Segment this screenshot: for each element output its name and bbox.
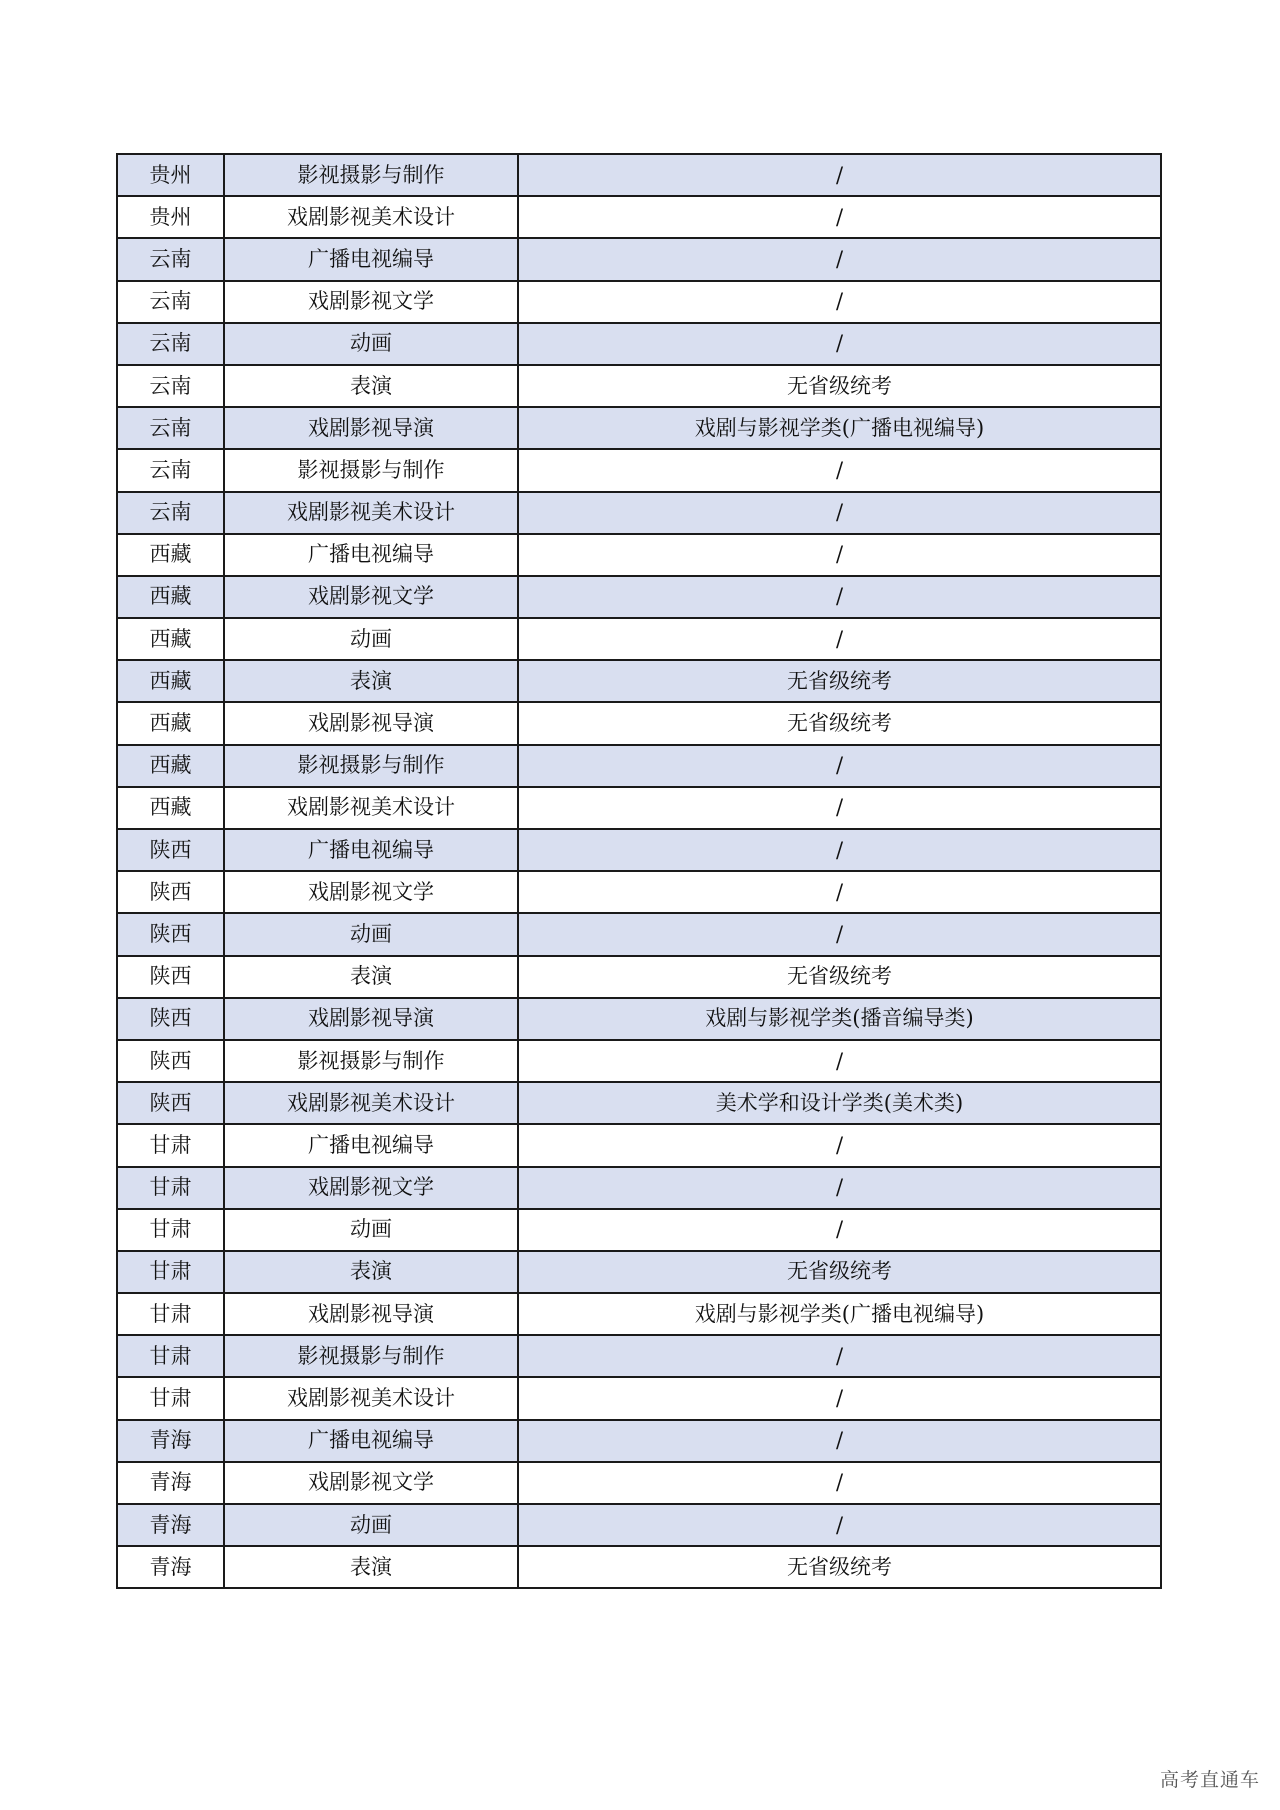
major-cell: 广播电视编导 <box>224 1420 518 1462</box>
exam-requirement-cell: / <box>518 787 1161 829</box>
table-row <box>117 829 1161 871</box>
watermark-text: 高考直通车 <box>1159 1769 1260 1791</box>
major-cell: 广播电视编导 <box>224 238 518 280</box>
province-cell: 西藏 <box>117 534 224 576</box>
province-cell: 云南 <box>117 238 224 280</box>
major-cell: 戏剧影视导演 <box>224 407 518 449</box>
table-row <box>117 407 1161 449</box>
major-cell: 影视摄影与制作 <box>224 449 518 491</box>
table-row <box>117 1251 1161 1293</box>
exam-requirement-cell: 无省级统考 <box>518 660 1161 702</box>
major-cell: 戏剧影视文学 <box>224 871 518 913</box>
table-row <box>117 618 1161 660</box>
exam-requirement-cell: / <box>518 1124 1161 1166</box>
major-cell: 戏剧影视美术设计 <box>224 196 518 238</box>
exam-requirement-cell: 无省级统考 <box>518 956 1161 998</box>
province-cell: 贵州 <box>117 196 224 238</box>
major-cell: 动画 <box>224 913 518 955</box>
table-row <box>117 1209 1161 1251</box>
exam-requirement-cell: / <box>518 1209 1161 1251</box>
exam-requirement-cell: / <box>518 871 1161 913</box>
exam-requirement-cell: 戏剧与影视学类(广播电视编导) <box>518 407 1161 449</box>
exam-requirement-cell: / <box>518 154 1161 196</box>
major-cell: 广播电视编导 <box>224 1124 518 1166</box>
table-row <box>117 998 1161 1040</box>
province-cell: 西藏 <box>117 787 224 829</box>
major-cell: 表演 <box>224 1251 518 1293</box>
table-row <box>117 323 1161 365</box>
exam-requirement-cell: / <box>518 1420 1161 1462</box>
exam-requirement-cell: / <box>518 281 1161 323</box>
major-cell: 戏剧影视美术设计 <box>224 1377 518 1419</box>
major-cell: 戏剧影视文学 <box>224 1462 518 1504</box>
province-cell: 云南 <box>117 492 224 534</box>
major-cell: 戏剧影视文学 <box>224 1167 518 1209</box>
exam-requirement-cell: / <box>518 492 1161 534</box>
table-row <box>117 1546 1161 1588</box>
exam-requirement-cell: / <box>518 1167 1161 1209</box>
exam-requirement-cell: / <box>518 1377 1161 1419</box>
province-cell: 云南 <box>117 449 224 491</box>
province-cell: 甘肃 <box>117 1167 224 1209</box>
table-row <box>117 1167 1161 1209</box>
exam-requirement-cell: / <box>518 829 1161 871</box>
table-row <box>117 1335 1161 1377</box>
major-cell: 戏剧影视文学 <box>224 576 518 618</box>
table-row <box>117 534 1161 576</box>
table-row <box>117 956 1161 998</box>
table-row <box>117 1420 1161 1462</box>
major-cell: 影视摄影与制作 <box>224 1040 518 1082</box>
table-row <box>117 576 1161 618</box>
province-cell: 西藏 <box>117 702 224 744</box>
province-cell: 云南 <box>117 281 224 323</box>
major-cell: 戏剧影视导演 <box>224 998 518 1040</box>
exam-requirement-cell: 戏剧与影视学类(播音编导类) <box>518 998 1161 1040</box>
exam-requirement-cell: / <box>518 1335 1161 1377</box>
major-cell: 戏剧影视美术设计 <box>224 787 518 829</box>
province-cell: 陕西 <box>117 871 224 913</box>
major-cell: 表演 <box>224 1546 518 1588</box>
table-row <box>117 1377 1161 1419</box>
table-row <box>117 281 1161 323</box>
major-cell: 影视摄影与制作 <box>224 154 518 196</box>
major-cell: 表演 <box>224 365 518 407</box>
province-cell: 陕西 <box>117 956 224 998</box>
exam-requirement-cell: / <box>518 196 1161 238</box>
table-row <box>117 1462 1161 1504</box>
table-row <box>117 365 1161 407</box>
province-cell: 陕西 <box>117 1082 224 1124</box>
exam-requirement-cell: / <box>518 1040 1161 1082</box>
major-cell: 表演 <box>224 956 518 998</box>
major-cell: 戏剧影视文学 <box>224 281 518 323</box>
table-row <box>117 1082 1161 1124</box>
table-row <box>117 154 1161 196</box>
major-cell: 广播电视编导 <box>224 534 518 576</box>
exam-requirement-cell: 无省级统考 <box>518 1546 1161 1588</box>
province-major-exam-table <box>116 153 1162 1589</box>
major-cell: 表演 <box>224 660 518 702</box>
province-cell: 陕西 <box>117 1040 224 1082</box>
table-row <box>117 745 1161 787</box>
major-cell: 戏剧影视导演 <box>224 702 518 744</box>
table-row <box>117 1124 1161 1166</box>
province-cell: 甘肃 <box>117 1124 224 1166</box>
province-cell: 贵州 <box>117 154 224 196</box>
province-cell: 青海 <box>117 1546 224 1588</box>
exam-requirement-cell: 无省级统考 <box>518 365 1161 407</box>
province-cell: 甘肃 <box>117 1377 224 1419</box>
exam-requirement-cell: / <box>518 1504 1161 1546</box>
province-cell: 西藏 <box>117 576 224 618</box>
table-row <box>117 660 1161 702</box>
province-cell: 云南 <box>117 323 224 365</box>
major-cell: 戏剧影视美术设计 <box>224 1082 518 1124</box>
exam-requirement-cell: / <box>518 618 1161 660</box>
exam-requirement-cell: / <box>518 534 1161 576</box>
province-cell: 青海 <box>117 1420 224 1462</box>
exam-requirement-cell: / <box>518 1462 1161 1504</box>
exam-requirement-cell: / <box>518 238 1161 280</box>
table-row <box>117 1040 1161 1082</box>
province-cell: 甘肃 <box>117 1209 224 1251</box>
exam-requirement-cell: / <box>518 745 1161 787</box>
province-cell: 陕西 <box>117 913 224 955</box>
exam-requirement-cell: 无省级统考 <box>518 1251 1161 1293</box>
major-cell: 影视摄影与制作 <box>224 1335 518 1377</box>
province-cell: 西藏 <box>117 618 224 660</box>
exam-requirement-cell: / <box>518 323 1161 365</box>
province-cell: 甘肃 <box>117 1335 224 1377</box>
major-cell: 戏剧影视美术设计 <box>224 492 518 534</box>
exam-requirement-cell: / <box>518 449 1161 491</box>
table-row <box>117 871 1161 913</box>
province-cell: 西藏 <box>117 745 224 787</box>
table-row <box>117 913 1161 955</box>
exam-requirement-cell: / <box>518 576 1161 618</box>
major-cell: 动画 <box>224 1209 518 1251</box>
table-row <box>117 449 1161 491</box>
table-row <box>117 702 1161 744</box>
province-cell: 青海 <box>117 1462 224 1504</box>
major-cell: 戏剧影视导演 <box>224 1293 518 1335</box>
major-cell: 动画 <box>224 323 518 365</box>
table-row <box>117 787 1161 829</box>
province-cell: 云南 <box>117 365 224 407</box>
major-cell: 动画 <box>224 1504 518 1546</box>
table-row <box>117 1293 1161 1335</box>
exam-requirement-cell: 无省级统考 <box>518 702 1161 744</box>
province-cell: 陕西 <box>117 998 224 1040</box>
major-cell: 广播电视编导 <box>224 829 518 871</box>
exam-requirement-cell: / <box>518 913 1161 955</box>
table-row <box>117 238 1161 280</box>
exam-requirement-cell: 戏剧与影视学类(广播电视编导) <box>518 1293 1161 1335</box>
table-row <box>117 196 1161 238</box>
table-row <box>117 492 1161 534</box>
major-cell: 影视摄影与制作 <box>224 745 518 787</box>
exam-requirement-cell: 美术学和设计学类(美术类) <box>518 1082 1161 1124</box>
table-row <box>117 1504 1161 1546</box>
province-cell: 青海 <box>117 1504 224 1546</box>
province-cell: 甘肃 <box>117 1293 224 1335</box>
province-cell: 陕西 <box>117 829 224 871</box>
province-cell: 西藏 <box>117 660 224 702</box>
province-cell: 云南 <box>117 407 224 449</box>
major-cell: 动画 <box>224 618 518 660</box>
province-cell: 甘肃 <box>117 1251 224 1293</box>
table-body <box>117 154 1161 1588</box>
